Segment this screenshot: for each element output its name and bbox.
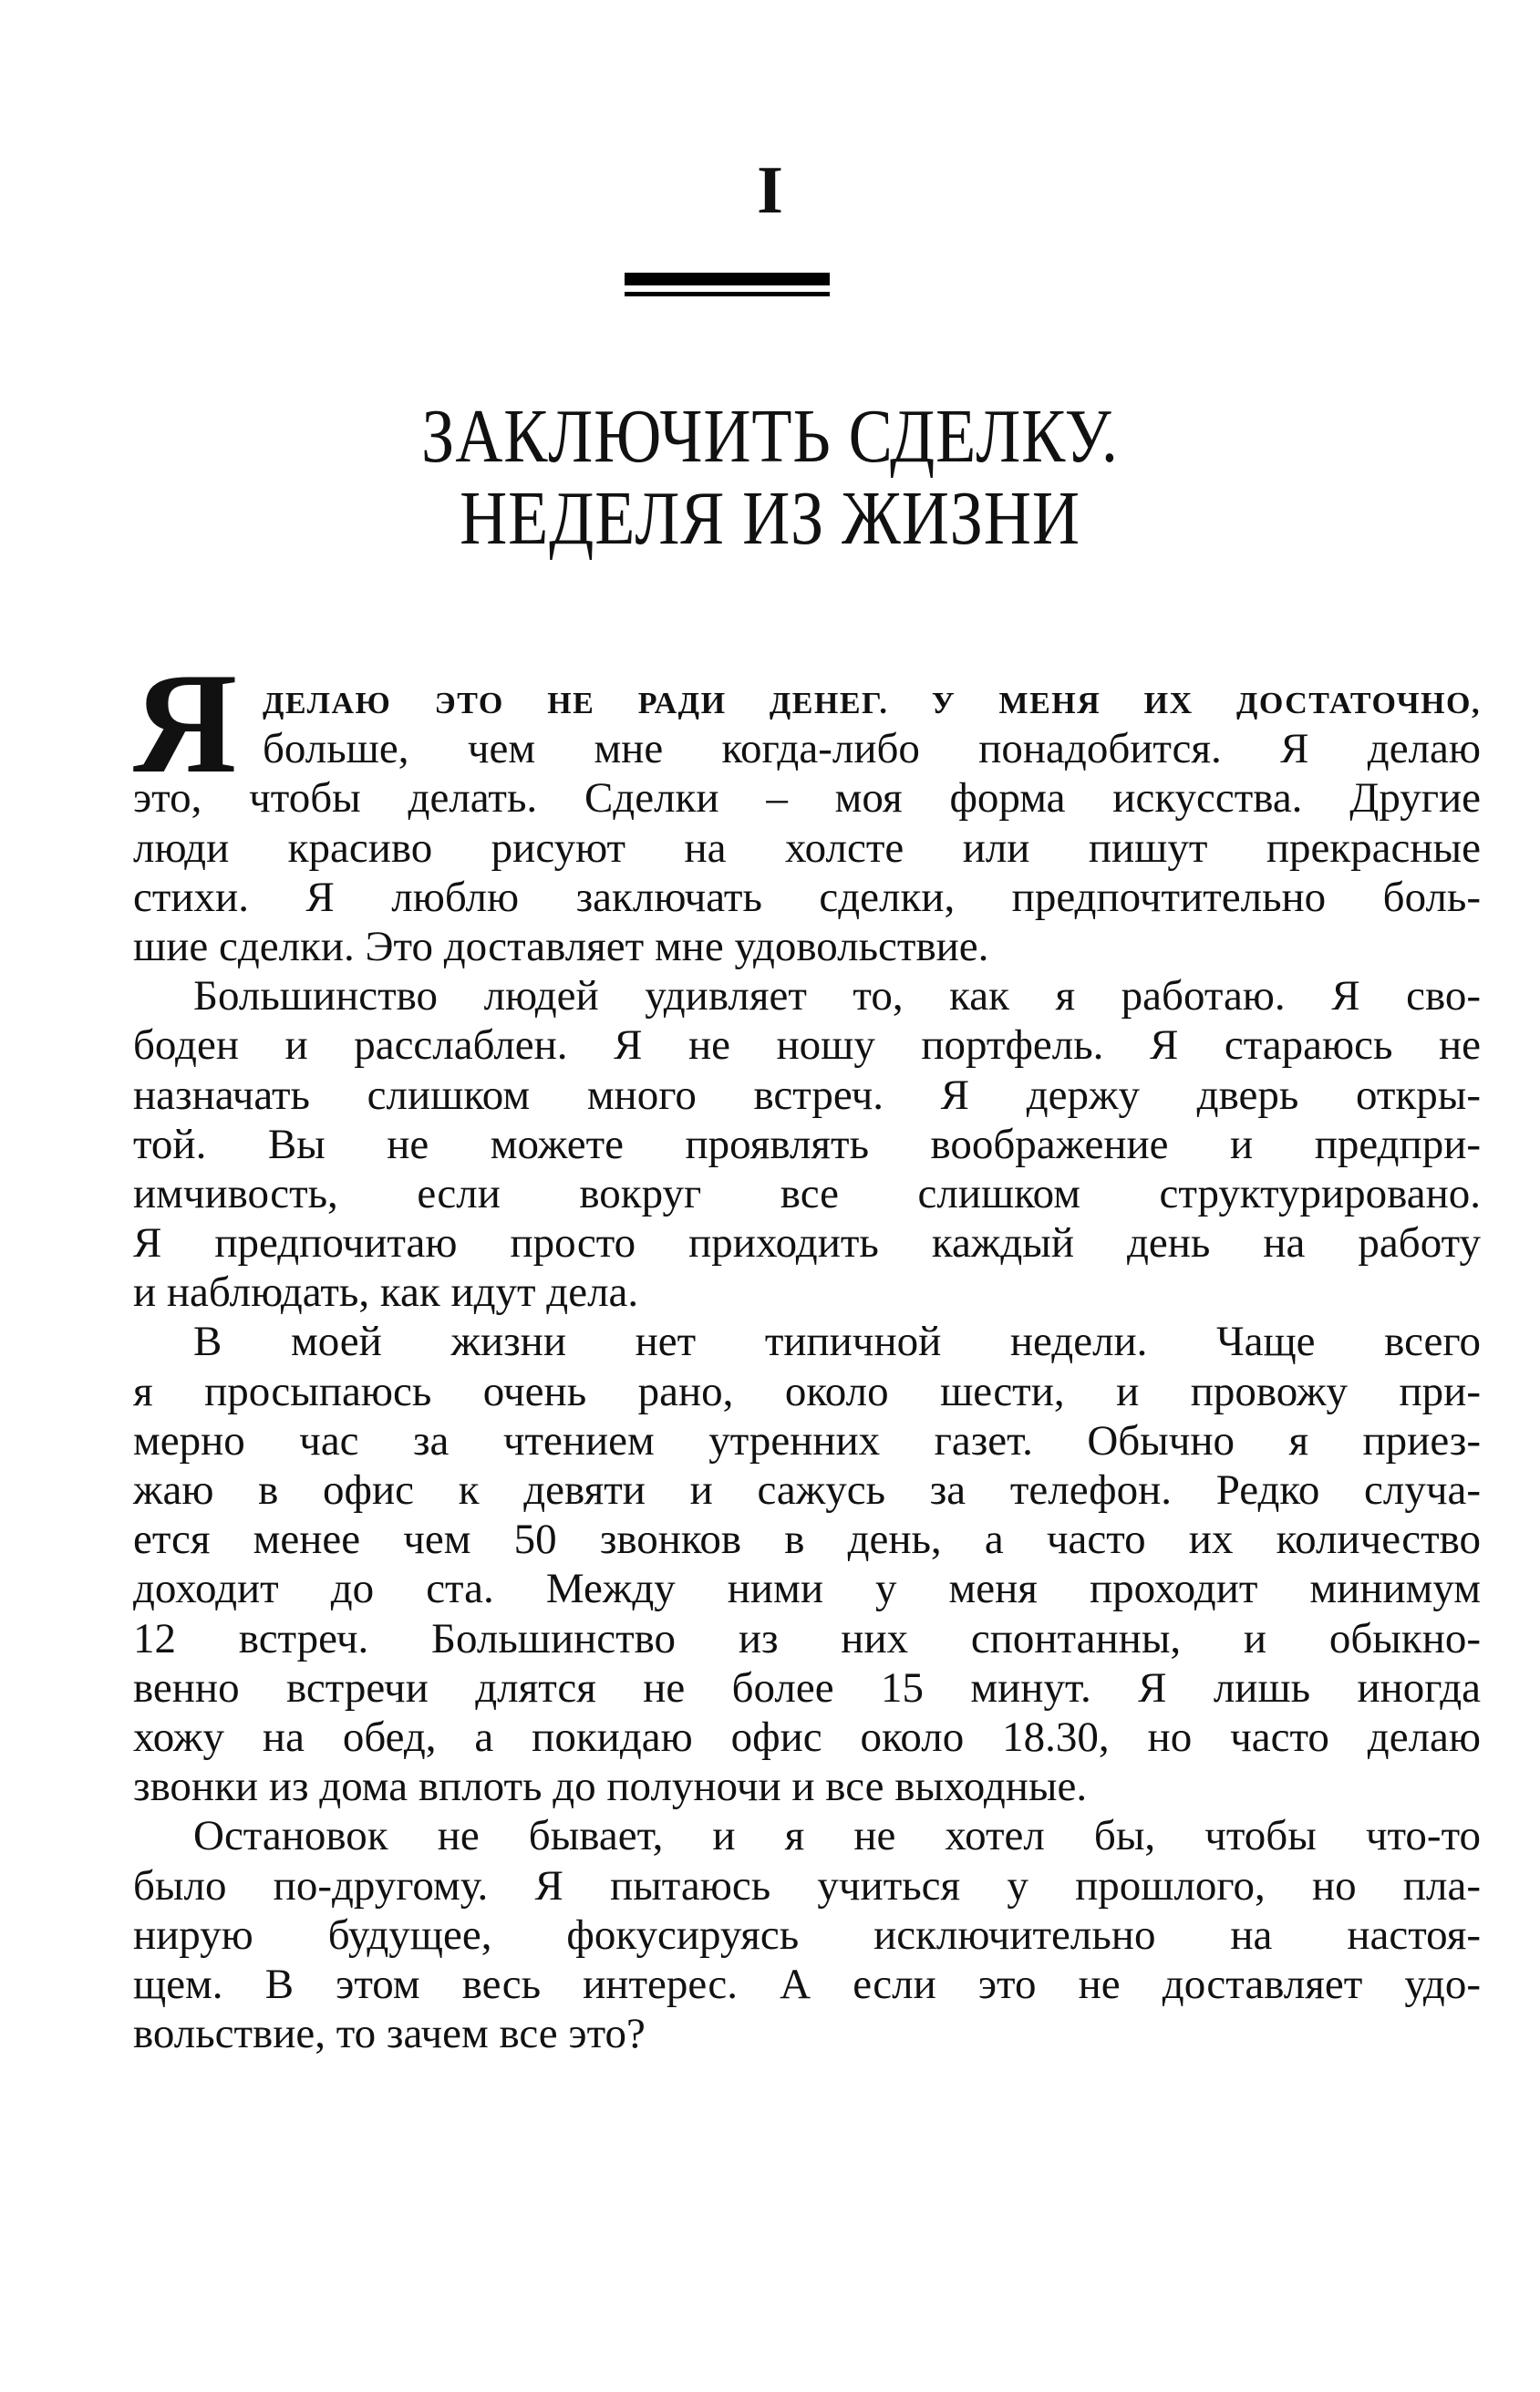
text-line: Я предпочитаю просто приходить каждый день на работу	[133, 1219, 1481, 1268]
text-line: той. Вы не можете проявлять воображение и предпри-	[133, 1120, 1481, 1168]
text-line: венно встречи длятся не более 15 минут. Я лишь иногда	[133, 1663, 1481, 1712]
text-line: В моей жизни нет типичной недели. Чаще всего	[193, 1318, 1481, 1366]
text-line: Остановок не бывает, и я не хотел бы, чтобы что-то	[193, 1812, 1481, 1860]
paragraph	[133, 1317, 1481, 1811]
text-line: нирую будущее, фокусируясь исключительно на настоя-	[133, 1910, 1481, 1959]
text-line: это, чтобы делать. Сделки – моя форма искусства. Другие	[133, 774, 1481, 823]
text-line: ется менее чем 50 звонков в день, а часто их количество	[133, 1516, 1481, 1564]
text-line: звонки из дома вплоть до полуночи и все выходные.	[133, 1763, 1088, 1811]
small-caps-lead: ДЕЛАЮ ЭТО НЕ РАДИ ДЕНЕГ. У МЕНЯ ИХ ДОСТАТОЧНО,	[263, 687, 1481, 720]
text-line: щем. В этом весь интерес. А если это не доставляет удо-	[133, 1960, 1481, 2008]
text-line: я просыпаюсь очень рано, около шести, и провожу при-	[133, 1367, 1481, 1415]
chapter-title-line: ЗАКЛЮЧИТЬ СДЕЛКУ.	[421, 394, 1119, 479]
paragraph	[133, 675, 1481, 971]
text-line: было по-другому. Я пытаюсь учиться у прошлого, но пла-	[133, 1861, 1481, 1910]
drop-cap: Я	[133, 644, 238, 803]
text-line: боден и расслаблен. Я не ношу портфель. Я стараюсь не	[133, 1021, 1481, 1070]
text-line: стихи. Я люблю заключать сделки, предпочтительно боль-	[133, 873, 1481, 921]
text-line: хожу на обед, а покидаю офис около 18.30, но часто делаю	[133, 1713, 1481, 1761]
chapter-number: I	[757, 153, 783, 228]
chapter-title	[108, 396, 1432, 560]
chapter-title-line: НЕДЕЛЯ ИЗ ЖИЗНИ	[460, 476, 1080, 561]
text-line: жаю в офис к девяти и сажусь за телефон. Редко случа-	[133, 1466, 1481, 1514]
text-line	[133, 675, 1481, 724]
chapter-body	[133, 644, 1481, 2058]
text-line: и наблюдать, как идут дела.	[133, 1268, 639, 1317]
paragraph	[133, 1811, 1481, 2058]
text-line: доходит до ста. Между ними у меня проходит минимум	[133, 1565, 1481, 1613]
text-line: мерно час за чтением утренних газет. Обычно я приез-	[133, 1416, 1481, 1465]
text-line: больше, чем мне когда-либо понадобится. Я делаю	[263, 725, 1481, 773]
text-line: 12 встреч. Большинство из них спонтанны, и обыкно-	[133, 1614, 1481, 1662]
text-line: люди красиво рисуют на холсте или пишут прекрасные	[133, 823, 1481, 872]
text-line: имчивость, если вокруг все слишком структурировано.	[133, 1169, 1481, 1217]
chapter-rule-thin	[625, 292, 830, 296]
text-line: вольствие, то зачем все это?	[133, 2010, 646, 2058]
text-line: шие сделки. Это доставляет мне удовольствие.	[133, 922, 989, 970]
text-line: назначать слишком много встреч. Я держу дверь откры-	[133, 1071, 1481, 1119]
chapter-rule-thick	[625, 273, 830, 285]
text-line: Большинство людей удивляет то, как я работаю. Я сво-	[193, 972, 1481, 1020]
paragraph	[133, 971, 1481, 1317]
